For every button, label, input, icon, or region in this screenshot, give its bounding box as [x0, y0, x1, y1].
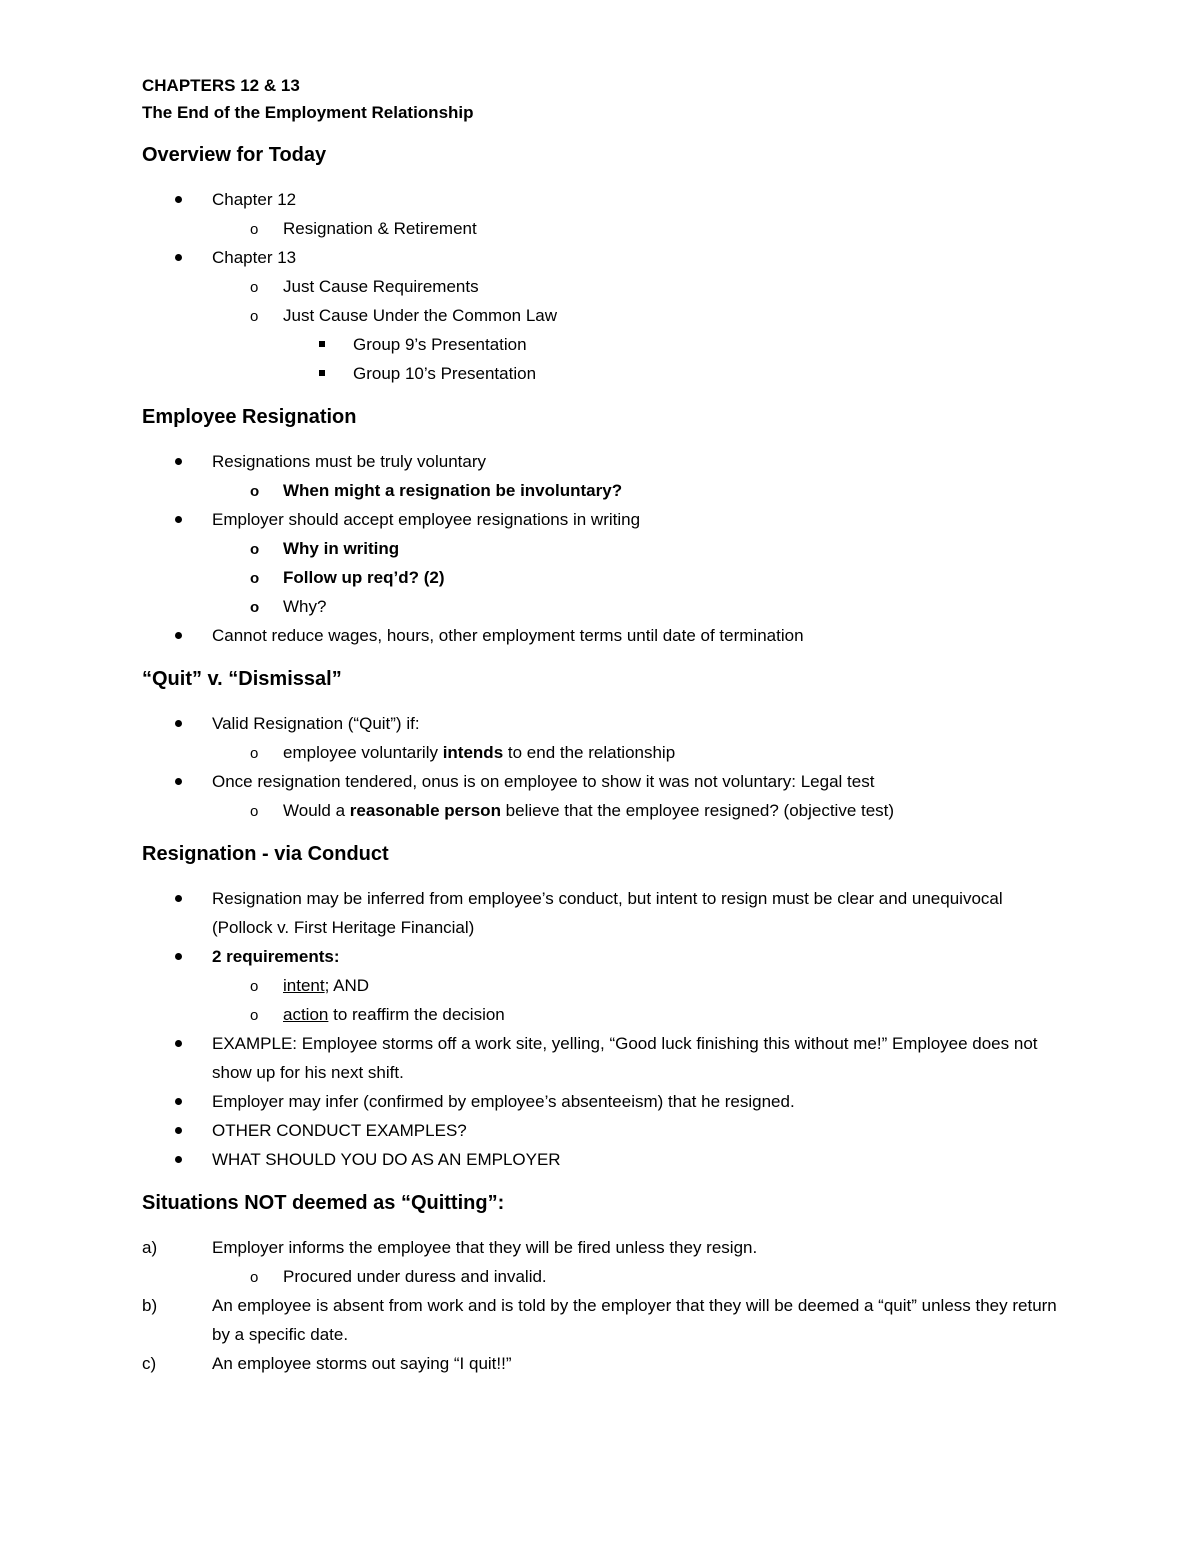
document-subtitle: The End of the Employment Relationship: [142, 103, 474, 122]
list-item: Once resignation tendered, onus is on employee to show it was not voluntary: Legal test: [142, 767, 1062, 796]
list-item: Group 10’s Presentation: [142, 359, 1062, 388]
circle-bullet-icon: o: [250, 803, 259, 820]
list-item: Cannot reduce wages, hours, other employment terms until date of termination: [142, 621, 1062, 650]
list-item: o Why in writing: [142, 534, 1062, 563]
list-item: a) Employer informs the employee that they will be fired unless they resign.: [142, 1233, 1062, 1262]
bullet-icon: [175, 953, 182, 960]
list-item: o When might a resignation be involuntary?: [142, 476, 1062, 505]
section-heading-overview: Overview for Today: [142, 144, 327, 166]
list-item: o intent; AND: [142, 971, 1062, 1000]
list-item: Resignation may be inferred from employee’s conduct, but intent to resign must be clear and unequivocal (Pollock v. First Heritage Financial): [142, 884, 1062, 942]
list-item: WHAT SHOULD YOU DO AS AN EMPLOYER: [142, 1145, 1062, 1174]
circle-bullet-icon: o: [250, 221, 259, 238]
chapter-title: CHAPTERS 12 & 13: [142, 76, 300, 95]
bullet-icon: [175, 516, 182, 523]
bullet-icon: [175, 1127, 182, 1134]
bullet-icon: [175, 458, 182, 465]
list-item: o Just Cause Under the Common Law: [142, 301, 1062, 330]
list-item: Employer should accept employee resignations in writing: [142, 505, 1062, 534]
list-item: Employer may infer (confirmed by employee’s absenteeism) that he resigned.: [142, 1087, 1062, 1116]
overview-list: [142, 185, 1062, 388]
resignation-list: [142, 447, 1062, 650]
not-quitting-list: [142, 1233, 1062, 1378]
list-item: o Resignation & Retirement: [142, 214, 1062, 243]
list-item: o Procured under duress and invalid.: [142, 1262, 1062, 1291]
list-item: c) An employee storms out saying “I quit!!”: [142, 1349, 1062, 1378]
bullet-icon: [175, 778, 182, 785]
section-heading-quit-vs-dismissal: “Quit” v. “Dismissal”: [142, 668, 342, 690]
list-item: o action to reaffirm the decision: [142, 1000, 1062, 1029]
list-item: o Would a reasonable person believe that the employee resigned? (objective test): [142, 796, 1062, 825]
bullet-icon: [175, 632, 182, 639]
bullet-icon: [175, 1040, 182, 1047]
list-item: o Follow up req’d? (2): [142, 563, 1062, 592]
section-heading-resignation-via-conduct: Resignation - via Conduct: [142, 843, 389, 865]
bullet-icon: [175, 1098, 182, 1105]
bullet-icon: [175, 895, 182, 902]
circle-bullet-icon: o: [250, 745, 259, 762]
circle-bullet-icon: o: [250, 978, 259, 995]
list-item: Resignations must be truly voluntary: [142, 447, 1062, 476]
list-item: o Why?: [142, 592, 1062, 621]
document-body: [142, 72, 1062, 1378]
square-bullet-icon: [319, 341, 325, 347]
conduct-list: [142, 884, 1062, 1174]
list-marker-b: b): [142, 1296, 158, 1315]
list-marker-c: c): [142, 1354, 157, 1373]
list-item: b) An employee is absent from work and is told by the employer that they will be deemed a “quit” unless they return by a specific date.: [142, 1291, 1062, 1349]
circle-bullet-icon: o: [250, 599, 260, 616]
list-marker-a: a): [142, 1238, 158, 1257]
section-heading-employee-resignation: Employee Resignation: [142, 406, 357, 428]
bullet-icon: [175, 254, 182, 261]
list-item: Chapter 12: [142, 185, 1062, 214]
bullet-icon: [175, 196, 182, 203]
circle-bullet-icon: o: [250, 570, 260, 587]
list-item: o Just Cause Requirements: [142, 272, 1062, 301]
circle-bullet-icon: o: [250, 1269, 259, 1286]
bullet-icon: [175, 720, 182, 727]
list-item: Chapter 13: [142, 243, 1062, 272]
circle-bullet-icon: o: [250, 483, 260, 500]
list-item: 2 requirements:: [142, 942, 1062, 971]
circle-bullet-icon: o: [250, 279, 259, 296]
list-item: EXAMPLE: Employee storms off a work site, yelling, “Good luck finishing this without me!” Employee does not show up for his next shift.: [142, 1029, 1062, 1087]
list-item: o employee voluntarily intends to end the relationship: [142, 738, 1062, 767]
square-bullet-icon: [319, 370, 325, 376]
section-heading-not-quitting: Situations NOT deemed as “Quitting”:: [142, 1192, 505, 1214]
circle-bullet-icon: o: [250, 541, 260, 558]
bullet-icon: [175, 1156, 182, 1163]
circle-bullet-icon: o: [250, 1007, 259, 1024]
list-item: OTHER CONDUCT EXAMPLES?: [142, 1116, 1062, 1145]
quit-list: [142, 709, 1062, 825]
list-item: Valid Resignation (“Quit”) if:: [142, 709, 1062, 738]
list-item: Group 9’s Presentation: [142, 330, 1062, 359]
circle-bullet-icon: o: [250, 308, 259, 325]
